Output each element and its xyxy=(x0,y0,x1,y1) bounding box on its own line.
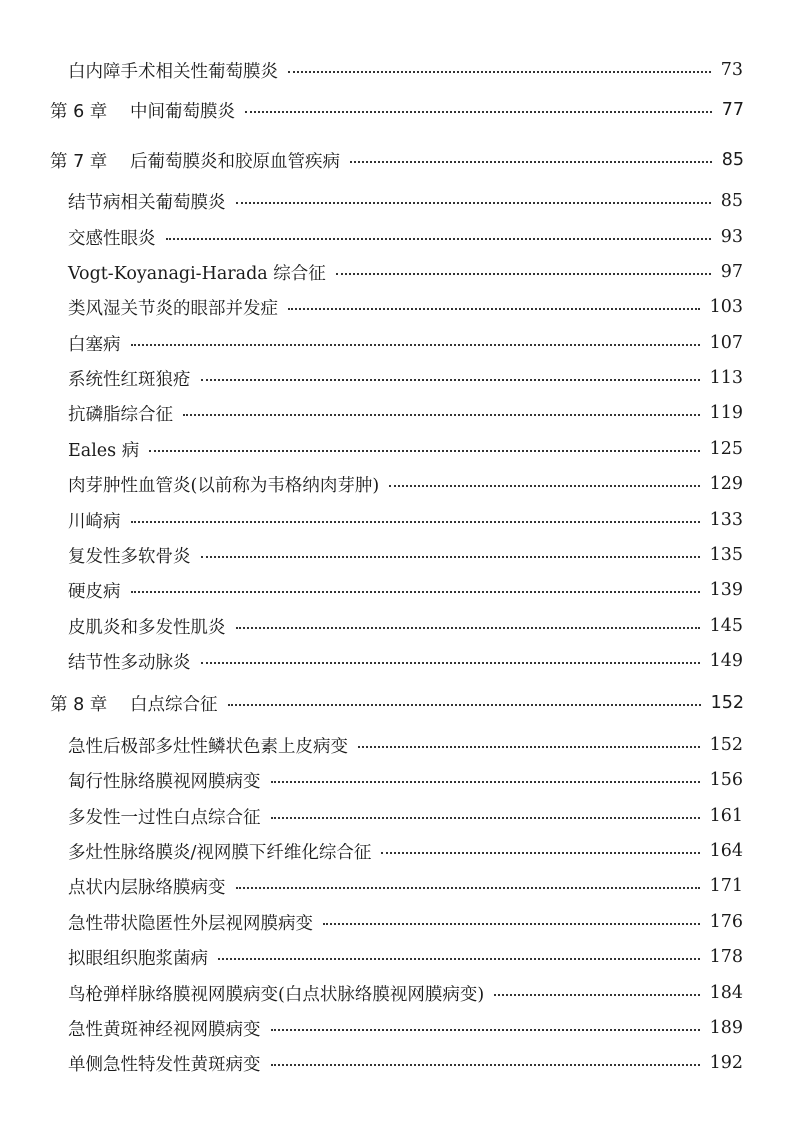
page-number: 139 xyxy=(709,580,743,600)
dot-leader xyxy=(271,817,700,819)
page-number: 171 xyxy=(709,876,743,896)
dot-leader xyxy=(201,379,700,381)
toc-entry[interactable] xyxy=(0,942,800,972)
dot-leader xyxy=(271,1064,700,1066)
page-number: 156 xyxy=(709,770,743,790)
entry-title: 多灶性脉络膜炎/视网膜下纤维化综合征 xyxy=(68,842,372,863)
toc-entry[interactable] xyxy=(0,505,800,535)
entry-title: 结节性多动脉炎 xyxy=(68,652,191,673)
toc-entry[interactable] xyxy=(0,836,800,866)
toc-entry[interactable] xyxy=(0,222,800,252)
page-number: 184 xyxy=(709,983,743,1003)
page-number: 129 xyxy=(709,474,743,494)
page-number: 103 xyxy=(709,297,743,317)
entry-title: 急性黄斑神经视网膜病变 xyxy=(68,1019,261,1040)
entry-title: 鸟枪弹样脉络膜视网膜病变(白点状脉络膜视网膜病变) xyxy=(68,984,485,1005)
toc-entry[interactable] xyxy=(0,469,800,499)
dot-leader xyxy=(358,746,700,748)
page-number: 85 xyxy=(720,191,743,211)
entry-title: 类风湿关节炎的眼部并发症 xyxy=(68,298,278,319)
toc-entry[interactable] xyxy=(0,575,800,605)
toc-entry[interactable] xyxy=(0,55,800,85)
dot-leader xyxy=(381,852,699,854)
dot-leader xyxy=(389,485,699,487)
toc-chapter[interactable] xyxy=(0,688,800,718)
toc-entry[interactable] xyxy=(0,186,800,216)
dot-leader xyxy=(323,923,700,925)
dot-leader xyxy=(350,161,712,163)
page-number: 164 xyxy=(709,841,743,861)
page-number: 73 xyxy=(720,60,743,80)
chapter-number: 第 8 章 xyxy=(50,694,108,715)
page-number: 189 xyxy=(709,1018,743,1038)
dot-leader xyxy=(236,887,700,889)
chapter-title: 中间葡萄膜炎 xyxy=(130,101,235,122)
page-number: 97 xyxy=(720,262,743,282)
entry-title: 肉芽肿性血管炎(以前称为韦格纳肉芽肿) xyxy=(68,475,380,496)
page-number: 107 xyxy=(709,333,743,353)
page-number: 85 xyxy=(721,150,744,170)
dot-leader xyxy=(288,71,711,73)
entry-title: 白塞病 xyxy=(68,334,121,355)
toc-chapter[interactable] xyxy=(0,95,800,125)
toc-entry[interactable] xyxy=(0,434,800,464)
page-number: 77 xyxy=(721,100,744,120)
toc-chapter[interactable] xyxy=(0,145,800,175)
toc-entry[interactable] xyxy=(0,1013,800,1043)
entry-title: 单侧急性特发性黄斑病变 xyxy=(68,1054,261,1075)
entry-title: 多发性一过性白点综合征 xyxy=(68,807,261,828)
page-number: 152 xyxy=(710,693,744,713)
chapter-number: 第 6 章 xyxy=(50,101,108,122)
toc-entry[interactable] xyxy=(0,765,800,795)
page-number: 176 xyxy=(709,912,743,932)
chapter-title: 后葡萄膜炎和胶原血管疾病 xyxy=(130,151,340,172)
toc-entry[interactable] xyxy=(0,398,800,428)
page-number: 145 xyxy=(709,616,743,636)
entry-title: 皮肌炎和多发性肌炎 xyxy=(68,617,226,638)
page-number: 133 xyxy=(709,510,743,530)
page-number: 125 xyxy=(709,439,743,459)
toc-entry[interactable] xyxy=(0,646,800,676)
page-number: 149 xyxy=(709,651,743,671)
entry-title: Eales 病 xyxy=(68,440,140,461)
toc-entry[interactable] xyxy=(0,801,800,831)
dot-leader xyxy=(494,994,699,996)
entry-title: 急性后极部多灶性鳞状色素上皮病变 xyxy=(68,736,348,757)
dot-leader xyxy=(201,556,700,558)
page-number: 93 xyxy=(720,227,743,247)
entry-title: 白内障手术相关性葡萄膜炎 xyxy=(68,61,278,82)
page-number: 119 xyxy=(709,403,743,423)
chapter-title: 白点综合征 xyxy=(130,694,218,715)
toc-entry[interactable] xyxy=(0,611,800,641)
toc-entry[interactable] xyxy=(0,540,800,570)
dot-leader xyxy=(228,704,701,706)
dot-leader xyxy=(271,1029,700,1031)
dot-leader xyxy=(131,521,700,523)
dot-leader xyxy=(131,591,700,593)
dot-leader xyxy=(271,781,700,783)
entry-title: 匐行性脉络膜视网膜病变 xyxy=(68,771,261,792)
entry-title: 交感性眼炎 xyxy=(68,228,156,249)
toc-entry[interactable] xyxy=(0,978,800,1008)
dot-leader xyxy=(183,414,700,416)
toc-entry[interactable] xyxy=(0,363,800,393)
entry-title: 抗磷脂综合征 xyxy=(68,404,173,425)
entry-title: 急性带状隐匿性外层视网膜病变 xyxy=(68,913,313,934)
entry-title: 复发性多软骨炎 xyxy=(68,546,191,567)
entry-title: 点状内层脉络膜病变 xyxy=(68,877,226,898)
toc-entry[interactable] xyxy=(0,1048,800,1078)
entry-title: 川崎病 xyxy=(68,511,121,532)
dot-leader xyxy=(166,238,711,240)
dot-leader xyxy=(131,344,700,346)
page-number: 192 xyxy=(709,1053,743,1073)
entry-title: 系统性红斑狼疮 xyxy=(68,369,191,390)
entry-title: Vogt-Koyanagi-Harada 综合征 xyxy=(68,263,326,284)
dot-leader xyxy=(236,627,700,629)
page-number: 178 xyxy=(709,947,743,967)
dot-leader xyxy=(201,662,700,664)
page-number: 152 xyxy=(709,735,743,755)
entry-title: 拟眼组织胞浆菌病 xyxy=(68,948,208,969)
entry-title: 硬皮病 xyxy=(68,581,121,602)
dot-leader xyxy=(245,111,712,113)
dot-leader xyxy=(336,273,711,275)
page-number: 113 xyxy=(709,368,743,388)
toc-entry[interactable] xyxy=(0,328,800,358)
toc-entry[interactable] xyxy=(0,257,800,287)
toc-entry[interactable] xyxy=(0,871,800,901)
toc-entry[interactable] xyxy=(0,292,800,322)
entry-title: 结节病相关葡萄膜炎 xyxy=(68,192,226,213)
chapter-number: 第 7 章 xyxy=(50,151,108,172)
toc-entry[interactable] xyxy=(0,907,800,937)
dot-leader xyxy=(218,958,700,960)
dot-leader xyxy=(236,202,711,204)
dot-leader xyxy=(288,308,700,310)
page-number: 161 xyxy=(709,806,743,826)
dot-leader xyxy=(149,450,699,452)
toc-entry[interactable] xyxy=(0,730,800,760)
page-number: 135 xyxy=(709,545,743,565)
